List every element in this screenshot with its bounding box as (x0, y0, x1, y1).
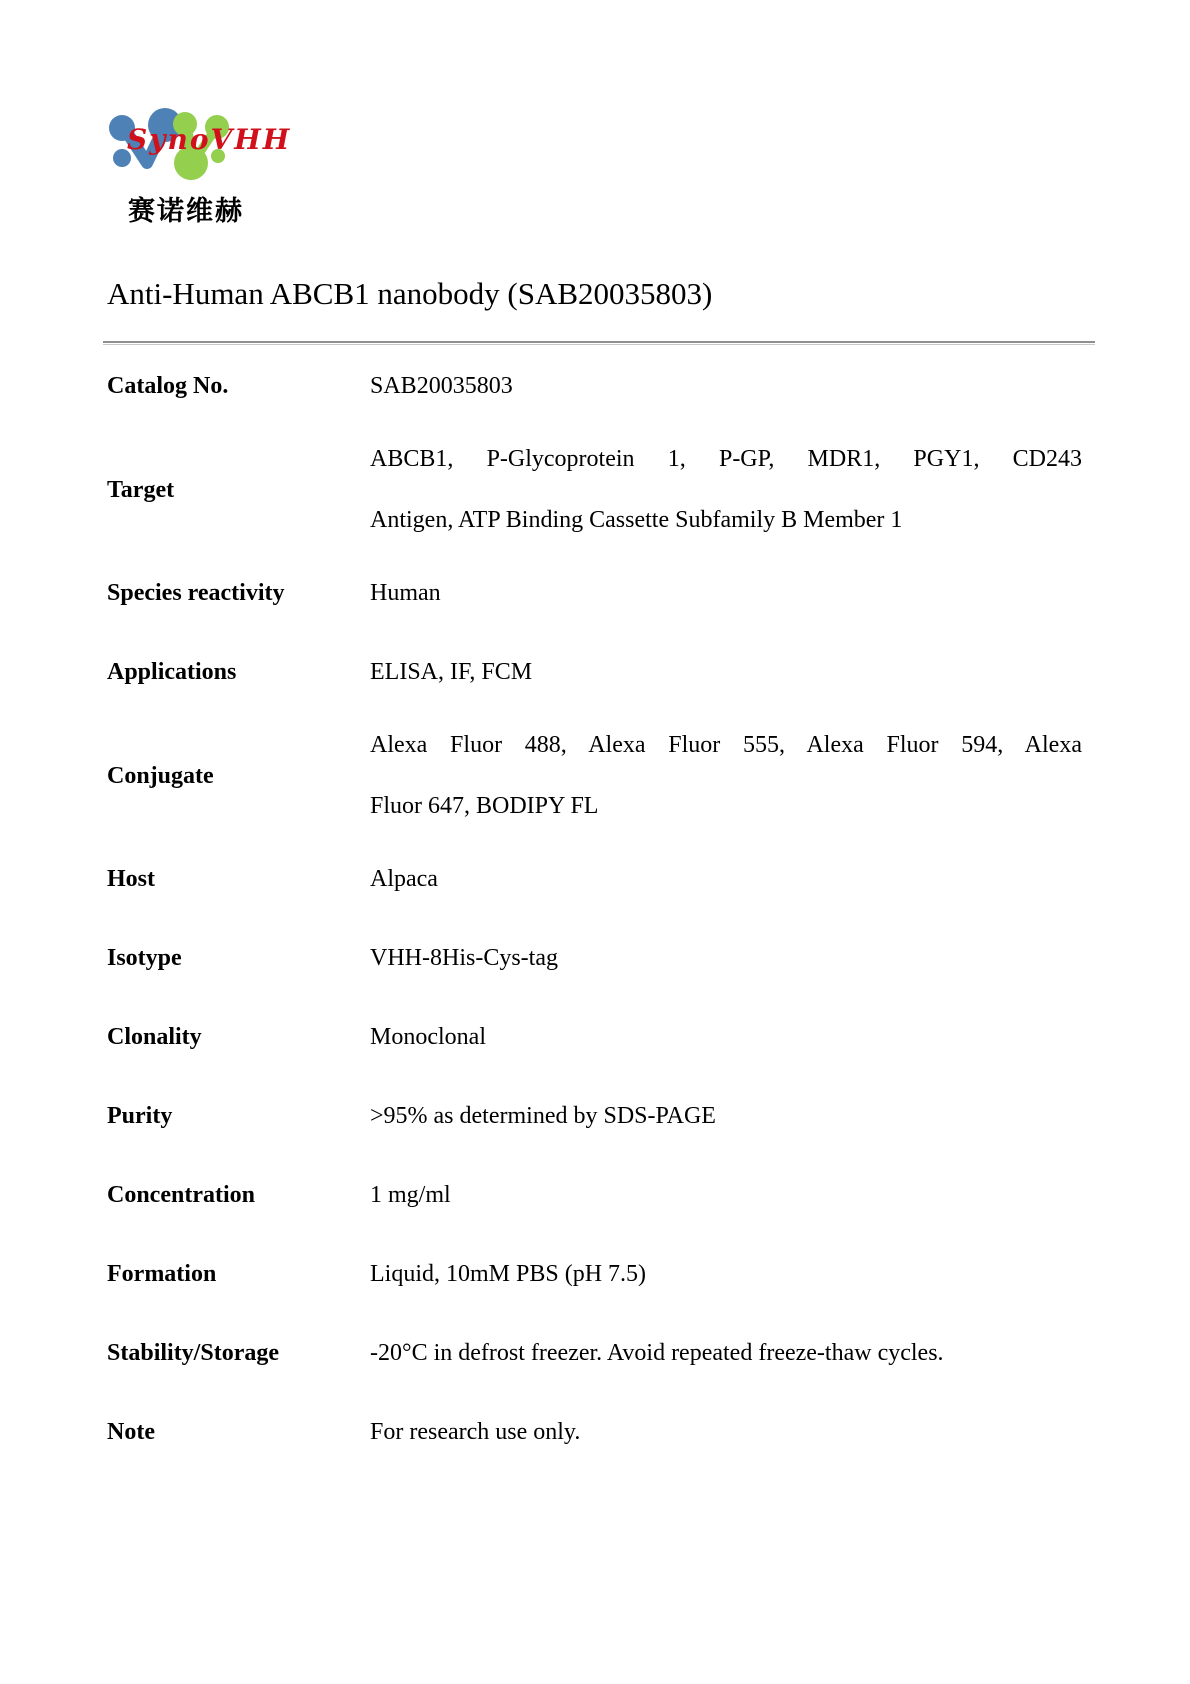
row-value-line: SAB20035803 (370, 373, 513, 399)
row-value (370, 347, 1082, 426)
row-value-line: Human (370, 580, 441, 606)
row-value-line: Fluor 647, BODIPY FL (370, 793, 599, 819)
row-label: Stability/Storage (107, 1340, 279, 1366)
row-value (370, 1393, 1082, 1472)
row-label: Host (107, 866, 155, 892)
row-value-line: Monoclonal (370, 1024, 486, 1050)
row-value-line: >95% as determined by SDS-PAGE (370, 1103, 716, 1129)
table-row (107, 712, 1082, 840)
row-value (370, 1235, 1082, 1314)
row-value (370, 1156, 1082, 1235)
table-row (107, 426, 1082, 554)
row-label: Catalog No. (107, 373, 229, 399)
row-label: Target (107, 476, 175, 503)
row-value-line: Liquid, 10mM PBS (pH 7.5) (370, 1261, 647, 1287)
row-value (370, 712, 1082, 840)
row-value (370, 633, 1082, 712)
row-label: Applications (107, 659, 237, 685)
title-divider (103, 341, 1095, 345)
page-title: Anti-Human ABCB1 nanobody (SAB20035803) (107, 276, 713, 311)
row-label: Clonality (107, 1024, 202, 1050)
row-value-line: ELISA, IF, FCM (370, 659, 533, 685)
table-row (107, 347, 1082, 426)
row-value-line: Antigen, ATP Binding Cassette Subfamily B Member 1 (370, 507, 903, 533)
table-row (107, 633, 1082, 712)
brand-chinese-name: 赛诺维赫 (128, 196, 244, 226)
row-value (370, 998, 1082, 1077)
row-value (370, 919, 1082, 998)
row-value-line: -20°C in defrost freezer. Avoid repeated freeze-thaw cycles. (370, 1340, 944, 1366)
row-value (370, 840, 1082, 919)
row-value (370, 554, 1082, 633)
table-row (107, 1393, 1082, 1472)
row-value (370, 1077, 1082, 1156)
table-row (107, 1314, 1082, 1393)
table-row (107, 1235, 1082, 1314)
brand-script-name: SynoVHH (127, 123, 292, 156)
table-row (107, 840, 1082, 919)
row-label: Isotype (107, 945, 182, 971)
table-row (107, 998, 1082, 1077)
row-label: Note (107, 1419, 155, 1445)
table-row (107, 1156, 1082, 1235)
table-row (107, 1077, 1082, 1156)
row-value-line: 1 mg/ml (370, 1182, 451, 1208)
table-row (107, 919, 1082, 998)
company-logo (105, 93, 345, 228)
row-label: Conjugate (107, 762, 214, 789)
row-value (370, 1314, 1082, 1393)
row-value-line: VHH-8His-Cys-tag (370, 945, 558, 971)
row-label: Purity (107, 1103, 173, 1129)
row-value-line: For research use only. (370, 1419, 581, 1445)
logo-art (105, 93, 292, 188)
table-row (107, 554, 1082, 633)
row-label: Formation (107, 1261, 217, 1287)
row-value-line: Alexa Fluor 488, Alexa Fluor 555, Alexa Fluor 594, Alexa (370, 732, 1082, 758)
row-value-line: Alpaca (370, 866, 438, 892)
row-label: Species reactivity (107, 580, 285, 606)
spec-table (107, 347, 1082, 1472)
row-value-line: ABCB1, P-Glycoprotein 1, P-GP, MDR1, PGY1, CD243 (370, 446, 1082, 472)
row-value (370, 426, 1082, 554)
row-label: Concentration (107, 1182, 255, 1208)
